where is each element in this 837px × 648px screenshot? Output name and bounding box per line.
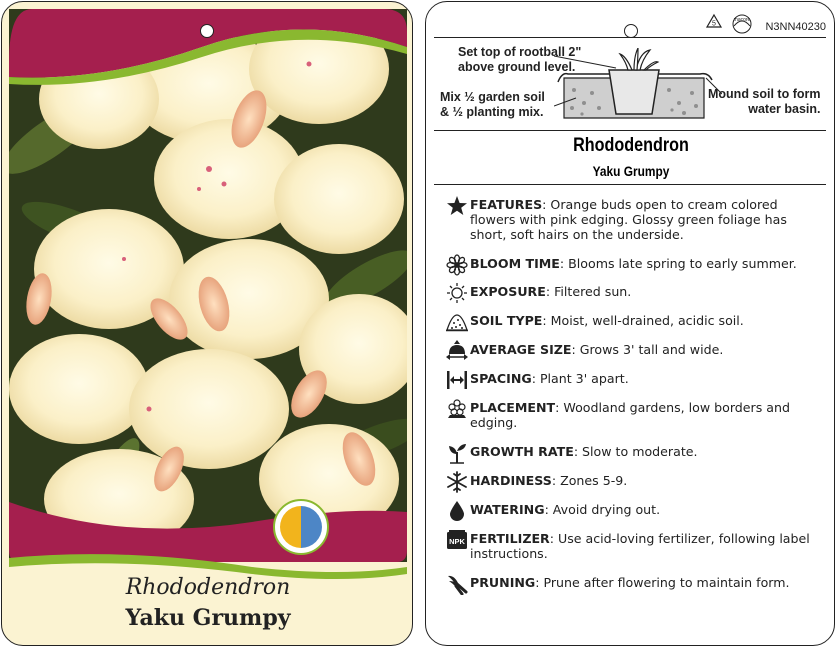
feature-text: : Orange buds open to cream colored flowers with pink edging. Glossy green foliage has short, soft hairs on the underside. xyxy=(470,197,787,242)
back-cultivar: Yaku Grumpy xyxy=(592,163,670,179)
back-genus: Rhododendron xyxy=(573,135,689,156)
feature-key: SOIL TYPE xyxy=(470,313,543,328)
feature-key: PRUNING xyxy=(470,575,536,590)
soil-icon xyxy=(446,311,468,333)
sku-code: N3NN40230 xyxy=(765,21,826,33)
placement-icon xyxy=(446,398,468,420)
front-band-decoration xyxy=(2,2,413,646)
sun-part-shade-icon xyxy=(273,499,329,555)
feature-text: : Grows 3' tall and wide. xyxy=(571,342,724,357)
instruction-line: & ½ planting mix. xyxy=(440,105,544,119)
feature-text: : Plant 3' apart. xyxy=(531,371,629,386)
instruction-line: Mix ½ garden soil xyxy=(440,90,545,104)
feature-text: : Slow to moderate. xyxy=(573,444,698,459)
hanging-hole xyxy=(200,24,214,38)
feature-text: : Use acid-loving fertilizer, following label instructions. xyxy=(470,531,810,561)
feature-key: HARDINESS xyxy=(470,473,552,488)
feature-text: : Avoid drying out. xyxy=(544,502,661,517)
feature-key: GROWTH RATE xyxy=(470,444,574,459)
instruction-line: Mound soil to form xyxy=(708,87,821,101)
snowflake-icon xyxy=(446,471,468,493)
water-drop-icon xyxy=(446,500,468,522)
feature-text: : Filtered sun. xyxy=(545,284,632,299)
divider xyxy=(434,130,826,131)
svg-text:5: 5 xyxy=(712,20,716,28)
feature-text: : Woodland gardens, low borders and edging. xyxy=(470,400,790,430)
spacing-icon xyxy=(446,369,468,391)
feature-key: FEATURES xyxy=(470,197,543,212)
svg-text:macore: macore xyxy=(733,17,751,23)
instruction-line: above ground level. xyxy=(458,60,576,74)
back-tag xyxy=(425,1,835,646)
instruction-line: Set top of rootball 2" xyxy=(458,45,582,59)
feature-text: : Prune after flowering to maintain form. xyxy=(535,575,790,590)
divider xyxy=(434,37,826,38)
instruction-line: water basin. xyxy=(748,102,821,116)
feature-key: FERTILIZER xyxy=(470,531,550,546)
feature-key: WATERING xyxy=(470,502,545,517)
recycle-logo xyxy=(704,12,756,36)
front-tag xyxy=(1,1,413,646)
feature-text: : Moist, well-drained, acidic soil. xyxy=(542,313,744,328)
sun-icon xyxy=(446,282,468,304)
front-genus: Rhododendron xyxy=(125,575,291,600)
divider xyxy=(434,184,826,185)
bloom-icon xyxy=(446,254,468,276)
feature-key: PLACEMENT xyxy=(470,400,556,415)
size-icon xyxy=(446,340,468,362)
feature-key: EXPOSURE xyxy=(470,284,546,299)
feature-key: BLOOM TIME xyxy=(470,256,560,271)
sprout-icon xyxy=(446,442,468,464)
instruction-right xyxy=(708,87,820,117)
feature-text: : Blooms late spring to early summer. xyxy=(559,256,797,271)
hanging-hole xyxy=(624,24,638,38)
star-icon xyxy=(446,195,468,217)
svg-text:NPK: NPK xyxy=(449,537,465,546)
feature-key: SPACING xyxy=(470,371,532,386)
npk-icon xyxy=(446,529,468,551)
feature-key: AVERAGE SIZE xyxy=(470,342,572,357)
pruners-icon xyxy=(446,573,468,595)
front-cultivar: Yaku Grumpy xyxy=(125,605,291,631)
feature-text: : Zones 5-9. xyxy=(551,473,628,488)
planting-diagram xyxy=(554,48,722,126)
instruction-left xyxy=(440,90,545,120)
